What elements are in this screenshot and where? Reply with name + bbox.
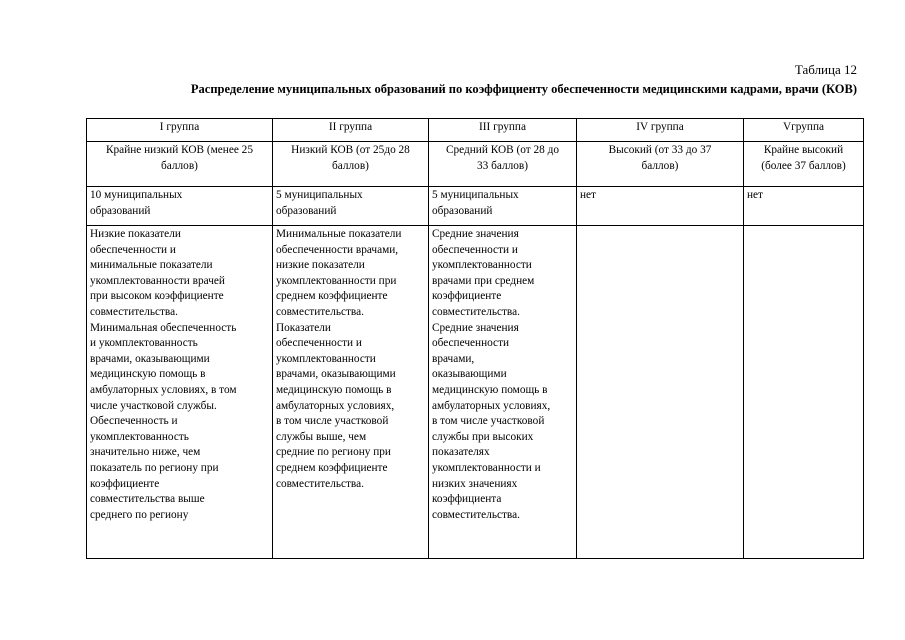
count-cell [577, 187, 744, 226]
description-line: Средние значения [432, 228, 519, 240]
count-row [87, 187, 864, 226]
description-line: амбулаторных условиях, [432, 399, 551, 412]
description-line: обеспеченности и [90, 243, 176, 256]
description-line: совместительства. [432, 305, 520, 318]
range-cell [273, 142, 429, 187]
description-line: коэффициенте [432, 290, 502, 303]
range-line: (более 37 баллов) [761, 159, 846, 172]
description-line: амбулаторных условиях, в том [90, 383, 237, 396]
description-line: совместительства. [90, 305, 178, 318]
range-line: 33 баллов) [476, 159, 528, 172]
description-line: коэффициента [432, 493, 502, 506]
description-line: низкие показатели [276, 259, 365, 272]
description-line: при высоком коэффициенте [90, 290, 224, 303]
description-line: среднего по региону [90, 508, 189, 521]
description-line: Минимальные показатели [276, 228, 402, 240]
range-line: Крайне низкий КОВ (менее 25 [106, 144, 253, 156]
description-line: показателях [432, 446, 490, 459]
description-line: Обеспеченность и [90, 415, 178, 428]
table-title: Распределение муниципальных образований по коэффициенту обеспеченности медицинскими кадрами, врачи (КОВ) [190, 82, 857, 96]
count-line: 10 муниципальных [90, 189, 183, 201]
range-cell [577, 142, 744, 187]
description-line: укомплектованности и [432, 461, 541, 474]
description-line: совместительства. [276, 305, 364, 318]
description-cell [577, 226, 744, 559]
description-line: обеспеченности и [432, 243, 518, 256]
description-line: числе участковой службы. [90, 399, 217, 412]
group-header-row [87, 119, 864, 142]
description-cell [744, 226, 864, 559]
count-line: нет [747, 189, 763, 201]
range-line: баллов) [161, 159, 198, 172]
count-line: нет [580, 189, 596, 201]
range-row [87, 142, 864, 187]
description-line: укомплектованности врачей [90, 274, 225, 287]
description-line: Низкие показатели [90, 228, 181, 240]
description-line: укомплектованность [90, 430, 189, 443]
description-line: обеспеченности и [276, 337, 362, 350]
description-row [87, 226, 864, 559]
description-line: средние по региону при [276, 446, 391, 459]
description-line: совместительства выше [90, 493, 205, 506]
count-cell [744, 187, 864, 226]
range-line: Средний КОВ (от 28 до [445, 144, 560, 156]
count-line: 5 муниципальных [276, 189, 363, 201]
description-cell [429, 226, 577, 559]
range-cell [87, 142, 273, 187]
description-line: минимальные показатели [90, 259, 213, 272]
table-number-label: Таблица 12 [794, 62, 857, 77]
count-line: образований [276, 204, 337, 217]
description-line: укомплектованности [276, 352, 376, 365]
count-cell [273, 187, 429, 226]
description-line: оказывающими [432, 368, 507, 381]
range-cell [744, 142, 864, 187]
description-cell [273, 226, 429, 559]
description-line: показатель по региону при [90, 461, 219, 474]
count-line: образований [90, 204, 151, 217]
groups-table [86, 118, 864, 559]
description-line: среднем коэффициенте [276, 461, 388, 474]
description-line: укомплектованности при [276, 274, 397, 287]
description-line: среднем коэффициенте [276, 290, 388, 303]
description-line: значительно ниже, чем [90, 446, 201, 459]
description-line: врачами, оказывающими [276, 368, 396, 381]
description-line: врачами, оказывающими [90, 352, 210, 365]
range-cell [429, 142, 577, 187]
description-line: медицинскую помощь в [90, 368, 206, 381]
group-header-cell: II группа [273, 119, 429, 142]
group-header-cell: IV группа [577, 119, 744, 142]
description-line: Минимальная обеспеченность [90, 321, 237, 334]
count-line: образований [432, 204, 493, 217]
description-line: службы при высоких [432, 430, 534, 443]
description-line: врачами при среднем [432, 274, 535, 287]
description-line: коэффициенте [90, 477, 160, 490]
description-line: укомплектованности [432, 259, 532, 272]
range-line: баллов) [332, 159, 369, 172]
description-line: врачами, [432, 352, 475, 365]
description-line: в том числе участковой [276, 415, 389, 428]
description-line: в том числе участковой [432, 415, 545, 428]
description-line: Средние значения [432, 321, 519, 334]
description-line: обеспеченности [432, 337, 510, 350]
group-header-cell: Vгруппа [744, 119, 864, 142]
description-line: совместительства. [276, 477, 364, 490]
description-line: медицинскую помощь в [276, 383, 392, 396]
count-cell [429, 187, 577, 226]
range-line: Высокий (от 33 до 37 [608, 144, 712, 156]
range-line: Крайне высокий [763, 144, 844, 156]
description-line: низких значениях [432, 477, 518, 490]
description-line: амбулаторных условиях, [276, 399, 395, 412]
count-line: 5 муниципальных [432, 189, 519, 201]
description-line: медицинскую помощь в [432, 383, 548, 396]
range-line: Низкий КОВ (от 25до 28 [291, 144, 410, 156]
group-header-cell: I группа [87, 119, 273, 142]
range-line: баллов) [641, 159, 679, 172]
description-line: и укомплектованность [90, 337, 198, 350]
group-header-cell: III группа [429, 119, 577, 142]
description-line: совместительства. [432, 508, 520, 521]
count-cell [87, 187, 273, 226]
description-cell [87, 226, 273, 559]
description-line: Показатели [276, 321, 331, 334]
description-line: обеспеченности врачами, [276, 243, 399, 256]
description-line: службы выше, чем [276, 430, 367, 443]
